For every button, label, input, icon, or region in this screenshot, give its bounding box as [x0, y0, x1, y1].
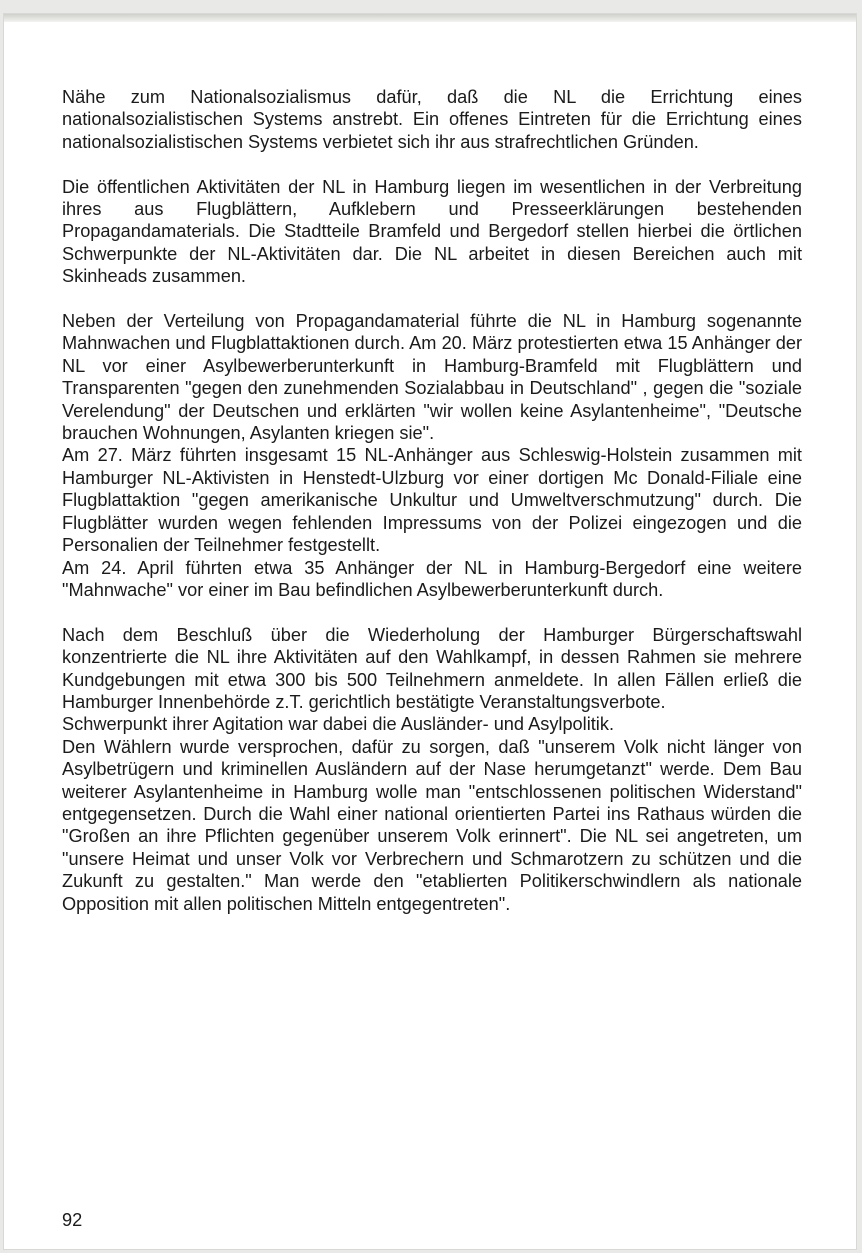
paragraph-agitation-focus: Schwerpunkt ihrer Agitation war dabei die Ausländer- und Asylpolitik. — [62, 714, 614, 735]
paragraph-public-activities: Die öffentlichen Aktivitäten der NL in Hamburg liegen im wesentlichen in der Verbreitung ihres aus Flugblättern, Aufklebern und Presseerklärungen bestehenden Propagandamaterials. Die Stadtteile Bramfeld und Bergedorf stellen hierbei die örtlichen Schwerpunkte der NL-Aktivitäten dar. Die NL arbeitet in diesen Bereichen auch mit Skinheads zusammen. — [62, 176, 802, 287]
body-text — [62, 86, 802, 915]
paragraph-april-24: Am 24. April führten etwa 35 Anhänger der NL in Hamburg-Bergedorf eine weitere "Mahnwache" vor einer im Bau befindlichen Asylbewerberunterkunft durch. — [62, 557, 802, 600]
document-page — [4, 14, 856, 1249]
paragraph-ns-system: Nähe zum Nationalsozialismus dafür, daß die NL die Errichtung eines nationalsozialistischen Systems anstrebt. Ein offenes Eintreten für die Errichtung eines nationalsozialistischen Systems verbietet sich ihr aus strafrechtlichen Gründen. — [62, 87, 802, 152]
paragraph-march-27: Am 27. März führten insgesamt 15 NL-Anhänger aus Schleswig-Holstein zusammen mit Hamburger NL-Aktivisten in Henstedt-Ulzburg vor einer dortigen Mc Donald-Filiale eine Flugblattaktion "gegen amerikanische Unkultur und Umweltverschmutzung" durch. Die Flugblätter wurden wegen fehlenden Impressums von der Polizei eingezogen und die Personalien der Teilnehmer festgestellt. — [62, 445, 802, 556]
scan-edge — [4, 14, 856, 22]
page-number: 92 — [62, 1210, 83, 1230]
paragraph-voter-promises: Den Wählern wurde versprochen, dafür zu sorgen, daß "unserem Volk nicht länger von Asylbetrügern und kriminellen Ausländern auf der Nase herumgetanzt" werde. Dem Bau weiterer Asylantenheime in Hamburg wolle man "entschlossenen politischen Widerstand" entgegensetzen. Durch die Wahl einer national orientierten Partei ins Rathaus würden die "Großen an ihre Pflichten gegenüber unserem Volk erinnert". Die NL sei angetreten, um "unsere Heimat und unser Volk vor Verbrechern und Schmarotzern zu schützen und die Zukunft zu gestalten." Man werde den "etablierten Politikerschwindlern als nationale Opposition mit allen politischen Mitteln entgegentreten". — [62, 736, 802, 914]
paragraph-mahnwachen: Neben der Verteilung von Propagandamaterial führte die NL in Hamburg sogenannte Mahnwachen und Flugblattaktionen durch. Am 20. März protestierten etwa 15 Anhänger der NL vor einer Asylbewerberunterkunft in Hamburg-Bramfeld mit Flugblättern und Transparenten "gegen den zunehmenden Sozialabbau in Deutschland" , gegen die "soziale Verelendung" der Deutschen und erklärten "wir wollen keine Asylantenheime", "Deutsche brauchen Wohnungen, Asylanten kriegen sie". — [62, 311, 802, 444]
paragraph-election: Nach dem Beschluß über die Wiederholung der Hamburger Bürgerschaftswahl konzentrierte die NL ihre Aktivitäten auf den Wahlkampf, in dessen Rahmen sie mehrere Kundgebungen mit etwa 300 bis 500 Teilnehmern anmeldete. In allen Fällen erließ die Hamburger Innenbehörde z.T. gerichtlich bestätigte Veranstaltungsverbote. — [62, 624, 802, 712]
